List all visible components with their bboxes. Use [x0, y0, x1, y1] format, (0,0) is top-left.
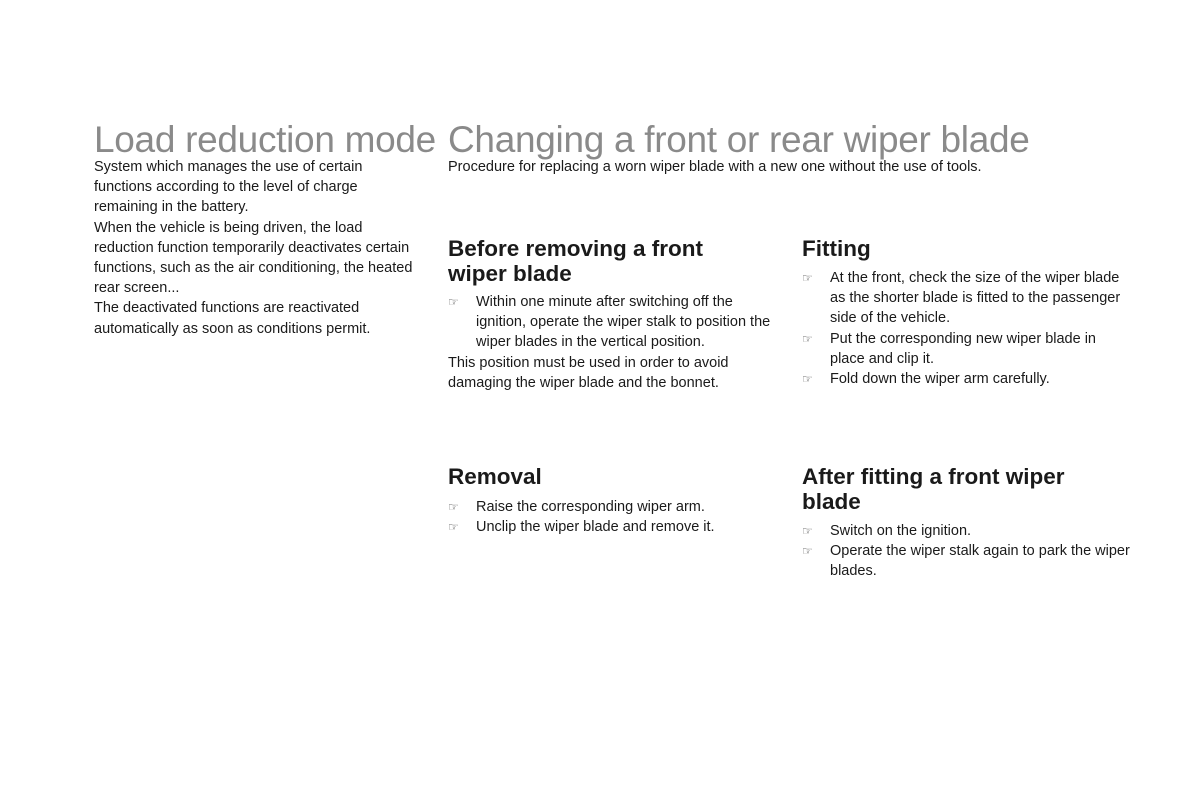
wiper-title: Changing a front or rear wiper blade [448, 119, 1030, 160]
pointing-hand-icon: ☞ [802, 271, 813, 285]
list-item-text: Put the corresponding new wiper blade in place and clip it. [830, 330, 1096, 367]
list-item-text: Within one minute after switching off the ignition, operate the wiper stalk to position the wiper blades in the vertical position. [476, 294, 771, 351]
pointing-hand-icon: ☞ [448, 500, 459, 514]
bullet-list [448, 497, 778, 537]
list-item-text: Operate the wiper stalk again to park the wiper blades. [830, 543, 1130, 580]
pointing-hand-icon: ☞ [802, 372, 813, 387]
list-item-text: Unclip the wiper blade and remove it. [476, 519, 715, 536]
note: This position must be used in order to avoid damaging the wiper blade and the bonnet. [448, 354, 729, 391]
removal-body [448, 497, 778, 537]
list-item-text: Raise the corresponding wiper arm. [476, 499, 705, 515]
list-item [448, 497, 778, 517]
pointing-hand-icon: ☞ [802, 544, 813, 559]
list-item [802, 369, 1132, 389]
load-reduction-title: Load reduction mode [94, 119, 436, 160]
list-item [802, 521, 1132, 541]
list-item-text: At the front, check the size of the wiper blade as the shorter blade is fitted to the passenger side of the vehicle. [830, 270, 1121, 327]
bullet-list [802, 521, 1132, 582]
list-item [802, 329, 1132, 369]
after-fitting-title: After fitting a front wiper blade [802, 464, 1065, 514]
wiper-intro [448, 157, 1148, 177]
list-item [802, 541, 1132, 581]
pointing-hand-icon: ☞ [802, 524, 813, 538]
paragraph: When the vehicle is being driven, the load reduction function temporarily deactivates certain functions, such as the air conditioning, the heated rear screen... [94, 219, 413, 297]
list-item-text: Switch on the ignition. [830, 523, 972, 539]
load-reduction-text [94, 157, 424, 339]
list-item-text: Fold down the wiper arm carefully. [830, 371, 1050, 388]
pointing-hand-icon: ☞ [448, 520, 459, 535]
pointing-hand-icon: ☞ [448, 295, 459, 309]
paragraph: The deactivated functions are reactivated automatically as soon as conditions permit. [94, 300, 371, 337]
pointing-hand-icon: ☞ [802, 331, 813, 346]
fitting-title: Fitting [802, 236, 871, 261]
list-item [448, 292, 778, 353]
before-removing-body [448, 292, 778, 393]
removal-title: Removal [448, 464, 542, 489]
fitting-body [802, 268, 1132, 389]
paragraph: Procedure for replacing a worn wiper blade with a new one without the use of tools. [448, 159, 982, 175]
paragraph: System which manages the use of certain functions according to the level of charge remaining in the battery. [94, 159, 363, 216]
bullet-list [448, 292, 778, 353]
before-removing-title: Before removing a front wiper blade [448, 236, 704, 286]
bullet-list [802, 268, 1132, 389]
after-fitting-body [802, 521, 1132, 582]
list-item [448, 517, 778, 537]
list-item [802, 268, 1132, 329]
